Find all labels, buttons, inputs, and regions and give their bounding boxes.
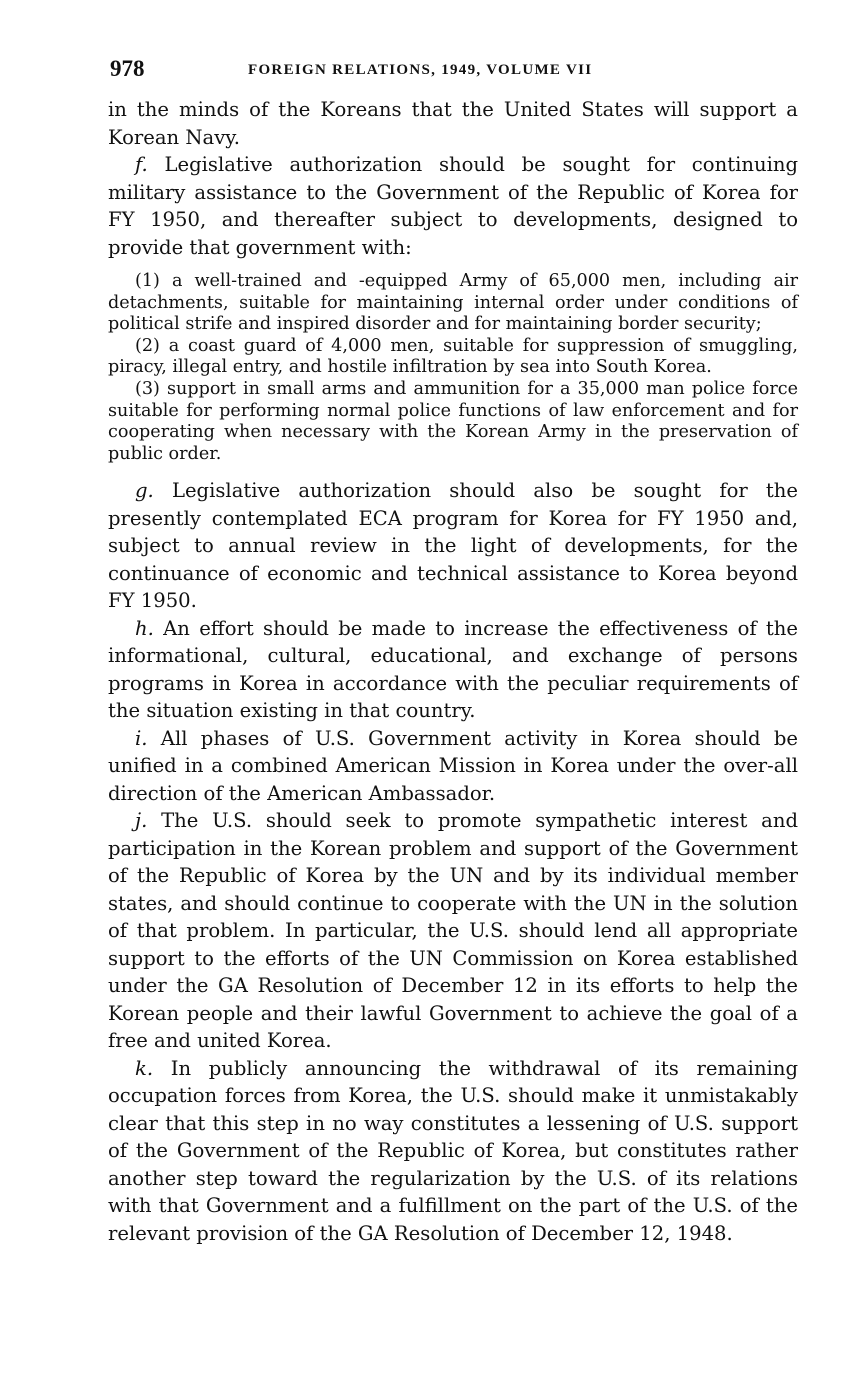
paragraph-i-text: All phases of U.S. Government activity in Korea should be unified in a combined American Mission in Korea under the over-all direction of the American Ambassador. bbox=[108, 726, 798, 805]
document-body bbox=[108, 96, 798, 1247]
paragraph-h-letter: h. bbox=[135, 616, 154, 640]
paragraph-g-text: Legislative authorization should also be sought for the presently contemplated ECA program for Korea for FY 1950 and, subject to annual review in the light of developments, for the continuance of economic and technical assistance to Korea beyond FY 1950. bbox=[108, 479, 798, 613]
paragraph-k bbox=[108, 1055, 798, 1248]
paragraph-j-letter: j. bbox=[135, 809, 148, 833]
paragraph-j bbox=[108, 807, 798, 1055]
continuation-paragraph: in the minds of the Koreans that the United States will support a Korean Navy. bbox=[108, 98, 798, 149]
paragraph-f bbox=[108, 151, 798, 261]
list-item: (2) a coast guard of 4,000 men, suitable for suppression of smuggling, piracy, illegal entry, and hostile infiltration by sea into South Korea. bbox=[108, 335, 798, 378]
list-item: (3) support in small arms and ammunition for a 35,000 man police force suitable for performing normal police functions of law enforcement and for cooperating when necessary with the Korean Army in the preservation of public order. bbox=[108, 378, 798, 464]
paragraph-i-letter: i. bbox=[135, 726, 148, 750]
document-page bbox=[108, 56, 798, 1247]
military-assistance-list bbox=[108, 271, 798, 465]
paragraph-h bbox=[108, 615, 798, 725]
page-number: 978 bbox=[110, 56, 145, 81]
paragraph-j-text: The U.S. should seek to promote sympathetic interest and participation in the Korean problem and support of the Government of the Republic of Korea by the UN and by its individual member states, and should continue to cooperate with the UN in the solution of that problem. In particular, the U.S. should lend all appropriate support to the efforts of the UN Commission on Korea established under the GA Resolution of December 12 in its efforts to help the Korean people and their lawful Government to achieve the goal of a free and united Korea. bbox=[108, 809, 798, 1053]
paragraph-k-letter: k. bbox=[135, 1056, 154, 1080]
running-head: FOREIGN RELATIONS, 1949, VOLUME VII bbox=[248, 62, 593, 78]
paragraph-f-text: Legislative authorization should be sought for continuing military assistance to the Government of the Republic of Korea for FY 1950, and thereafter subject to developments, designed to provide that government with: bbox=[108, 153, 798, 259]
page-header bbox=[108, 56, 798, 90]
list-item: (1) a well-trained and -equipped Army of 65,000 men, including air detachments, suitable for maintaining internal order under conditions of political strife and inspired disorder and for maintaining border security; bbox=[108, 271, 798, 335]
paragraph-k-text: In publicly announcing the withdrawal of its remaining occupation forces from Korea, the U.S. should make it unmistakably clear that this step in no way constitutes a lessening of U.S. support of the Government of the Republic of Korea, but constitutes rather another step toward the regularization by the U.S. of its relations with that Government and a fulfillment on the part of the U.S. of the relevant provision of the GA Resolution of December 12, 1948. bbox=[108, 1056, 798, 1245]
paragraph-h-text: An effort should be made to increase the effectiveness of the informational, cultural, educational, and exchange of persons programs in Korea in accordance with the peculiar requirements of the situation existing in that country. bbox=[108, 616, 798, 723]
paragraph-f-letter: f. bbox=[135, 153, 148, 176]
paragraph-g-letter: g. bbox=[135, 479, 154, 503]
paragraph-i bbox=[108, 725, 798, 808]
paragraph-g bbox=[108, 477, 798, 615]
